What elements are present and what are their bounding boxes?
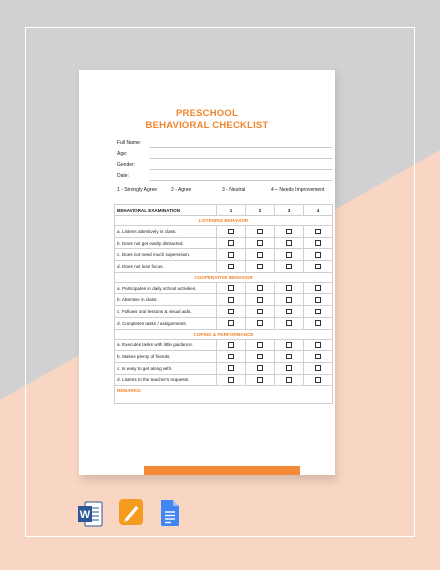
rating-checkbox[interactable]	[286, 309, 292, 315]
rating-cell	[246, 282, 275, 294]
rating-checkbox[interactable]	[286, 264, 292, 270]
header-label: BEHAVIORAL EXAMINATION	[115, 205, 217, 216]
rating-cell	[246, 339, 275, 351]
rating-checkbox[interactable]	[228, 354, 234, 360]
rating-cell	[275, 249, 304, 261]
rating-cell	[246, 261, 275, 273]
field-label-date: Date:	[117, 173, 129, 179]
field-label-full-name: Full Name:	[117, 140, 142, 146]
section-header-row	[115, 216, 333, 226]
scale-2: 2 - Agree	[171, 187, 192, 193]
orange-accent-bar	[144, 466, 300, 475]
rating-checkbox[interactable]	[286, 229, 292, 235]
behavior-item-label: d. Listens to the teacher's requests.	[115, 374, 217, 386]
rating-cell	[217, 282, 246, 294]
rating-checkbox[interactable]	[286, 365, 292, 371]
rating-checkbox[interactable]	[257, 365, 263, 371]
rating-cell	[304, 226, 333, 238]
table-row	[115, 374, 333, 386]
table-row	[115, 306, 333, 318]
rating-cell	[275, 306, 304, 318]
rating-cell	[275, 294, 304, 306]
rating-checkbox[interactable]	[228, 297, 234, 303]
field-label-gender: Gender:	[117, 162, 136, 168]
rating-cell	[246, 374, 275, 386]
rating-cell	[304, 339, 333, 351]
remarks-label: REMARKS:	[115, 386, 333, 404]
rating-checkbox[interactable]	[228, 309, 234, 315]
rating-cell	[217, 226, 246, 238]
table-row	[115, 294, 333, 306]
scale-3: 3 - Neutral	[222, 187, 246, 193]
rating-checkbox[interactable]	[315, 285, 321, 291]
document-title-line2: BEHAVIORAL CHECKLIST	[145, 120, 269, 131]
google-docs-icon[interactable]	[159, 499, 181, 527]
rating-checkbox[interactable]	[257, 320, 263, 326]
header-col-1: 1	[217, 205, 246, 216]
rating-cell	[275, 226, 304, 238]
rating-checkbox[interactable]	[228, 285, 234, 291]
rating-checkbox[interactable]	[286, 297, 292, 303]
table-row	[115, 237, 333, 249]
rating-cell	[217, 339, 246, 351]
field-line-date	[150, 180, 332, 181]
field-label-age: Age:	[117, 151, 128, 157]
rating-cell	[275, 237, 304, 249]
rating-checkbox[interactable]	[257, 309, 263, 315]
rating-cell	[304, 306, 333, 318]
rating-cell	[304, 261, 333, 273]
table-row	[115, 339, 333, 351]
section-header-row	[115, 272, 333, 282]
word-icon-letter: W	[79, 509, 91, 521]
apple-pages-icon[interactable]	[118, 498, 144, 526]
document-title-line1: PRESCHOOL	[176, 108, 238, 119]
document-page	[79, 70, 335, 475]
behavior-checklist-table	[114, 204, 333, 404]
rating-checkbox[interactable]	[315, 354, 321, 360]
behavior-item-label: b. Does not get easily distracted.	[115, 237, 217, 249]
rating-cell	[246, 249, 275, 261]
rating-cell	[275, 351, 304, 363]
rating-checkbox[interactable]	[286, 342, 292, 348]
rating-cell	[217, 249, 246, 261]
header-col-4: 4	[304, 205, 333, 216]
behavior-item-label: d. Completes tasks / assignments.	[115, 317, 217, 329]
rating-checkbox[interactable]	[228, 377, 234, 383]
rating-checkbox[interactable]	[228, 229, 234, 235]
rating-checkbox[interactable]	[286, 285, 292, 291]
rating-cell	[217, 362, 246, 374]
microsoft-word-icon[interactable]	[77, 500, 103, 528]
rating-checkbox[interactable]	[315, 229, 321, 235]
rating-checkbox[interactable]	[228, 264, 234, 270]
rating-checkbox[interactable]	[315, 309, 321, 315]
rating-checkbox[interactable]	[228, 240, 234, 246]
rating-checkbox[interactable]	[257, 354, 263, 360]
behavior-item-label: d. Does not lose focus.	[115, 261, 217, 273]
rating-cell	[304, 237, 333, 249]
rating-checkbox[interactable]	[257, 342, 263, 348]
behavior-item-label: c. Is easy to get along with.	[115, 362, 217, 374]
rating-checkbox[interactable]	[315, 240, 321, 246]
rating-checkbox[interactable]	[228, 320, 234, 326]
rating-cell	[304, 249, 333, 261]
rating-cell	[304, 294, 333, 306]
rating-cell	[246, 351, 275, 363]
rating-checkbox[interactable]	[315, 252, 321, 258]
table-row	[115, 351, 333, 363]
header-col-3: 3	[275, 205, 304, 216]
rating-checkbox[interactable]	[315, 377, 321, 383]
rating-cell	[217, 294, 246, 306]
remarks-row	[115, 386, 333, 404]
rating-checkbox[interactable]	[257, 285, 263, 291]
rating-cell	[246, 294, 275, 306]
rating-cell	[275, 374, 304, 386]
behavior-item-label: a. Participates in daily school activities.	[115, 282, 217, 294]
rating-checkbox[interactable]	[315, 365, 321, 371]
rating-checkbox[interactable]	[286, 354, 292, 360]
section-header-row	[115, 329, 333, 339]
behavior-item-label: a. Executes tasks with little guidance.	[115, 339, 217, 351]
field-line-gender	[150, 169, 332, 170]
rating-checkbox[interactable]	[286, 252, 292, 258]
table-row	[115, 317, 333, 329]
behavior-item-label: a. Listens attentively in class.	[115, 226, 217, 238]
rating-checkbox[interactable]	[257, 240, 263, 246]
rating-checkbox[interactable]	[315, 297, 321, 303]
rating-cell	[246, 306, 275, 318]
rating-cell	[275, 261, 304, 273]
rating-cell	[217, 374, 246, 386]
table-row	[115, 249, 333, 261]
rating-cell	[217, 317, 246, 329]
rating-cell	[275, 282, 304, 294]
section-title: COPING & PERFORMANCE	[115, 329, 333, 339]
table-row	[115, 226, 333, 238]
rating-cell	[246, 317, 275, 329]
field-line-age	[150, 158, 332, 159]
rating-cell	[304, 282, 333, 294]
table-row	[115, 282, 333, 294]
behavior-item-label: b. Makes plenty of friends.	[115, 351, 217, 363]
rating-checkbox[interactable]	[286, 377, 292, 383]
rating-checkbox[interactable]	[315, 320, 321, 326]
rating-cell	[304, 374, 333, 386]
field-line-full-name	[150, 147, 332, 148]
rating-checkbox[interactable]	[257, 297, 263, 303]
rating-checkbox[interactable]	[286, 320, 292, 326]
rating-checkbox[interactable]	[315, 264, 321, 270]
table-row	[115, 362, 333, 374]
rating-checkbox[interactable]	[257, 377, 263, 383]
rating-cell	[304, 317, 333, 329]
behavior-item-label: c. Does not need much supervision.	[115, 249, 217, 261]
rating-checkbox[interactable]	[257, 229, 263, 235]
rating-cell	[217, 237, 246, 249]
rating-checkbox[interactable]	[286, 240, 292, 246]
rating-cell	[217, 351, 246, 363]
rating-cell	[246, 362, 275, 374]
rating-cell	[275, 317, 304, 329]
rating-cell	[275, 339, 304, 351]
behavior-item-label: b. Attentive in class.	[115, 294, 217, 306]
behavior-item-label: c. Follows oral lessons & visual aids.	[115, 306, 217, 318]
rating-cell	[275, 362, 304, 374]
table-row	[115, 261, 333, 273]
section-title: LISTENING BEHAVIOR	[115, 216, 333, 226]
scale-1: 1 - Strongly Agree	[117, 187, 158, 193]
rating-cell	[246, 237, 275, 249]
rating-checkbox[interactable]	[228, 365, 234, 371]
rating-cell	[304, 351, 333, 363]
rating-cell	[246, 226, 275, 238]
table-header-row	[115, 205, 333, 216]
rating-cell	[304, 362, 333, 374]
rating-cell	[217, 306, 246, 318]
rating-checkbox[interactable]	[228, 342, 234, 348]
rating-checkbox[interactable]	[257, 252, 263, 258]
rating-checkbox[interactable]	[315, 342, 321, 348]
rating-cell	[217, 261, 246, 273]
rating-checkbox[interactable]	[257, 264, 263, 270]
header-col-2: 2	[246, 205, 275, 216]
scale-4: 4 – Needs Improvement	[271, 187, 325, 193]
section-title: COOPERATIVE BEHAVIOR	[115, 272, 333, 282]
rating-checkbox[interactable]	[228, 252, 234, 258]
